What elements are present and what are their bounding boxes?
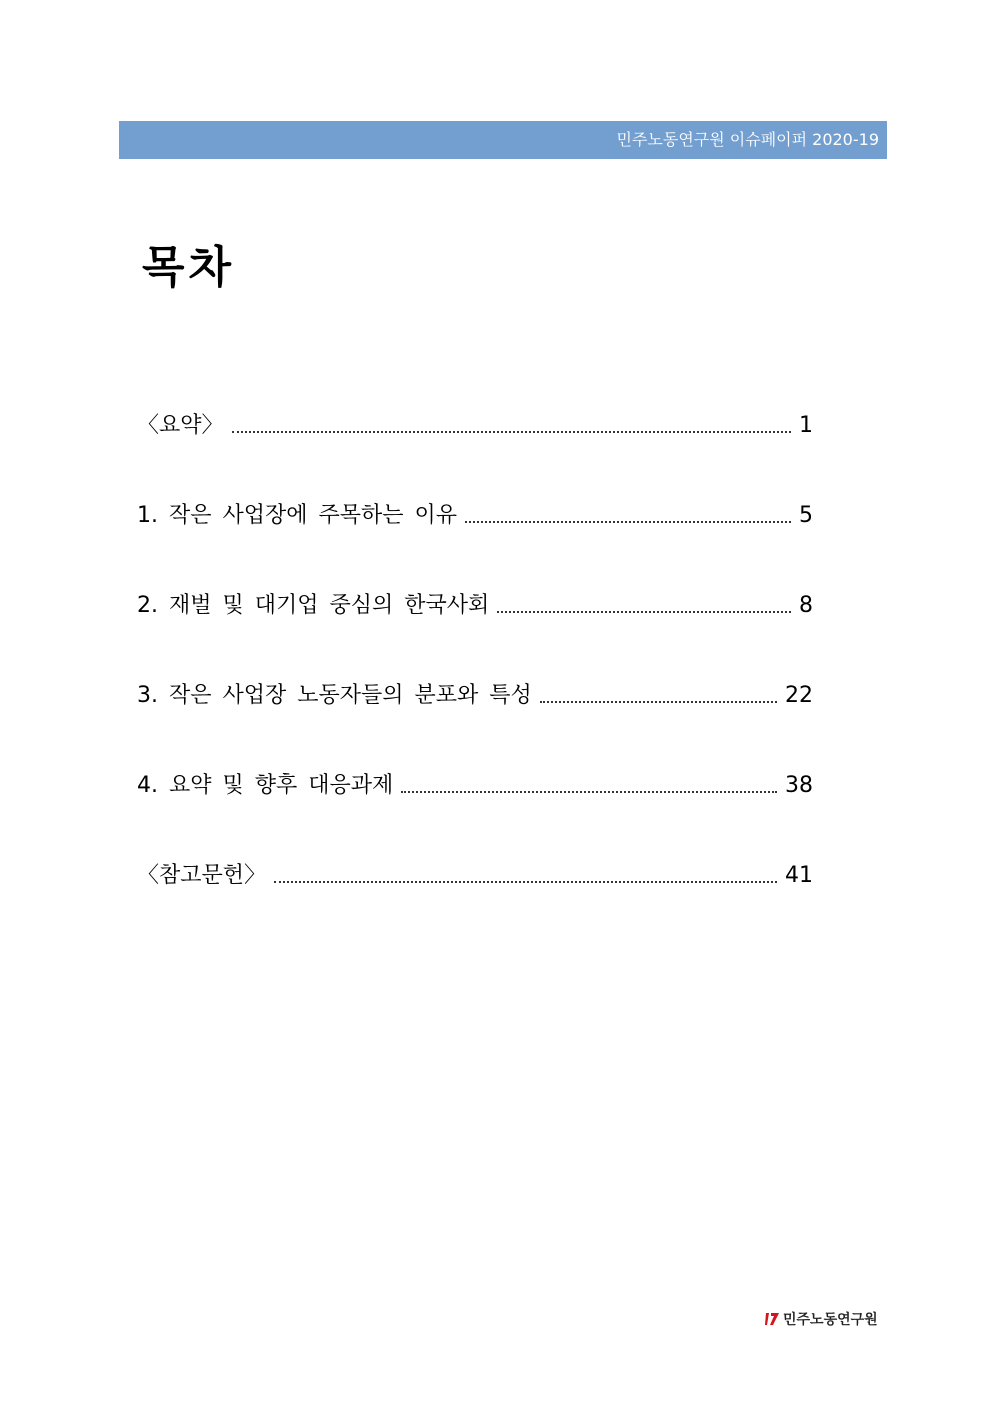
toc-item-label: 3. 작은 사업장 노동자들의 분포와 특성	[137, 683, 532, 708]
toc-item-2[interactable]	[137, 587, 813, 625]
toc-item-page: 1	[799, 413, 813, 438]
toc-leader-dots	[232, 431, 791, 433]
toc-item-page: 41	[785, 863, 813, 888]
toc-item-summary[interactable]	[137, 407, 813, 445]
toc-item-label: 〈참고문헌〉	[137, 863, 267, 888]
toc-leader-dots	[401, 791, 777, 793]
toc-leader-dots	[497, 611, 791, 613]
toc-item-references[interactable]	[137, 857, 813, 895]
toc-item-label: 1. 작은 사업장에 주목하는 이유	[137, 503, 457, 528]
footer-logo-text: 민주노동연구원	[783, 1312, 878, 1328]
toc-leader-dots	[465, 521, 791, 523]
toc-item-page: 5	[799, 503, 813, 528]
publication-label: 민주노동연구원 이슈페이퍼 2020-19	[616, 130, 879, 149]
toc-item-3[interactable]	[137, 677, 813, 715]
toc-item-page: 38	[785, 773, 813, 798]
page-title: 목차	[142, 242, 236, 293]
toc-item-4[interactable]	[137, 767, 813, 805]
toc-item-label: 〈요약〉	[137, 413, 224, 438]
toc-item-page: 22	[785, 683, 813, 708]
toc-leader-dots	[274, 881, 777, 883]
institute-logo-icon	[764, 1311, 780, 1327]
toc-item-label: 4. 요약 및 향후 대응과제	[137, 773, 394, 798]
toc-leader-dots	[540, 701, 777, 703]
toc-item-page: 8	[799, 593, 813, 618]
toc-item-1[interactable]	[137, 497, 813, 535]
header-bar	[119, 121, 887, 159]
table-of-contents	[137, 407, 813, 947]
toc-item-label: 2. 재벌 및 대기업 중심의 한국사회	[137, 593, 490, 618]
footer-logo	[764, 1309, 878, 1329]
